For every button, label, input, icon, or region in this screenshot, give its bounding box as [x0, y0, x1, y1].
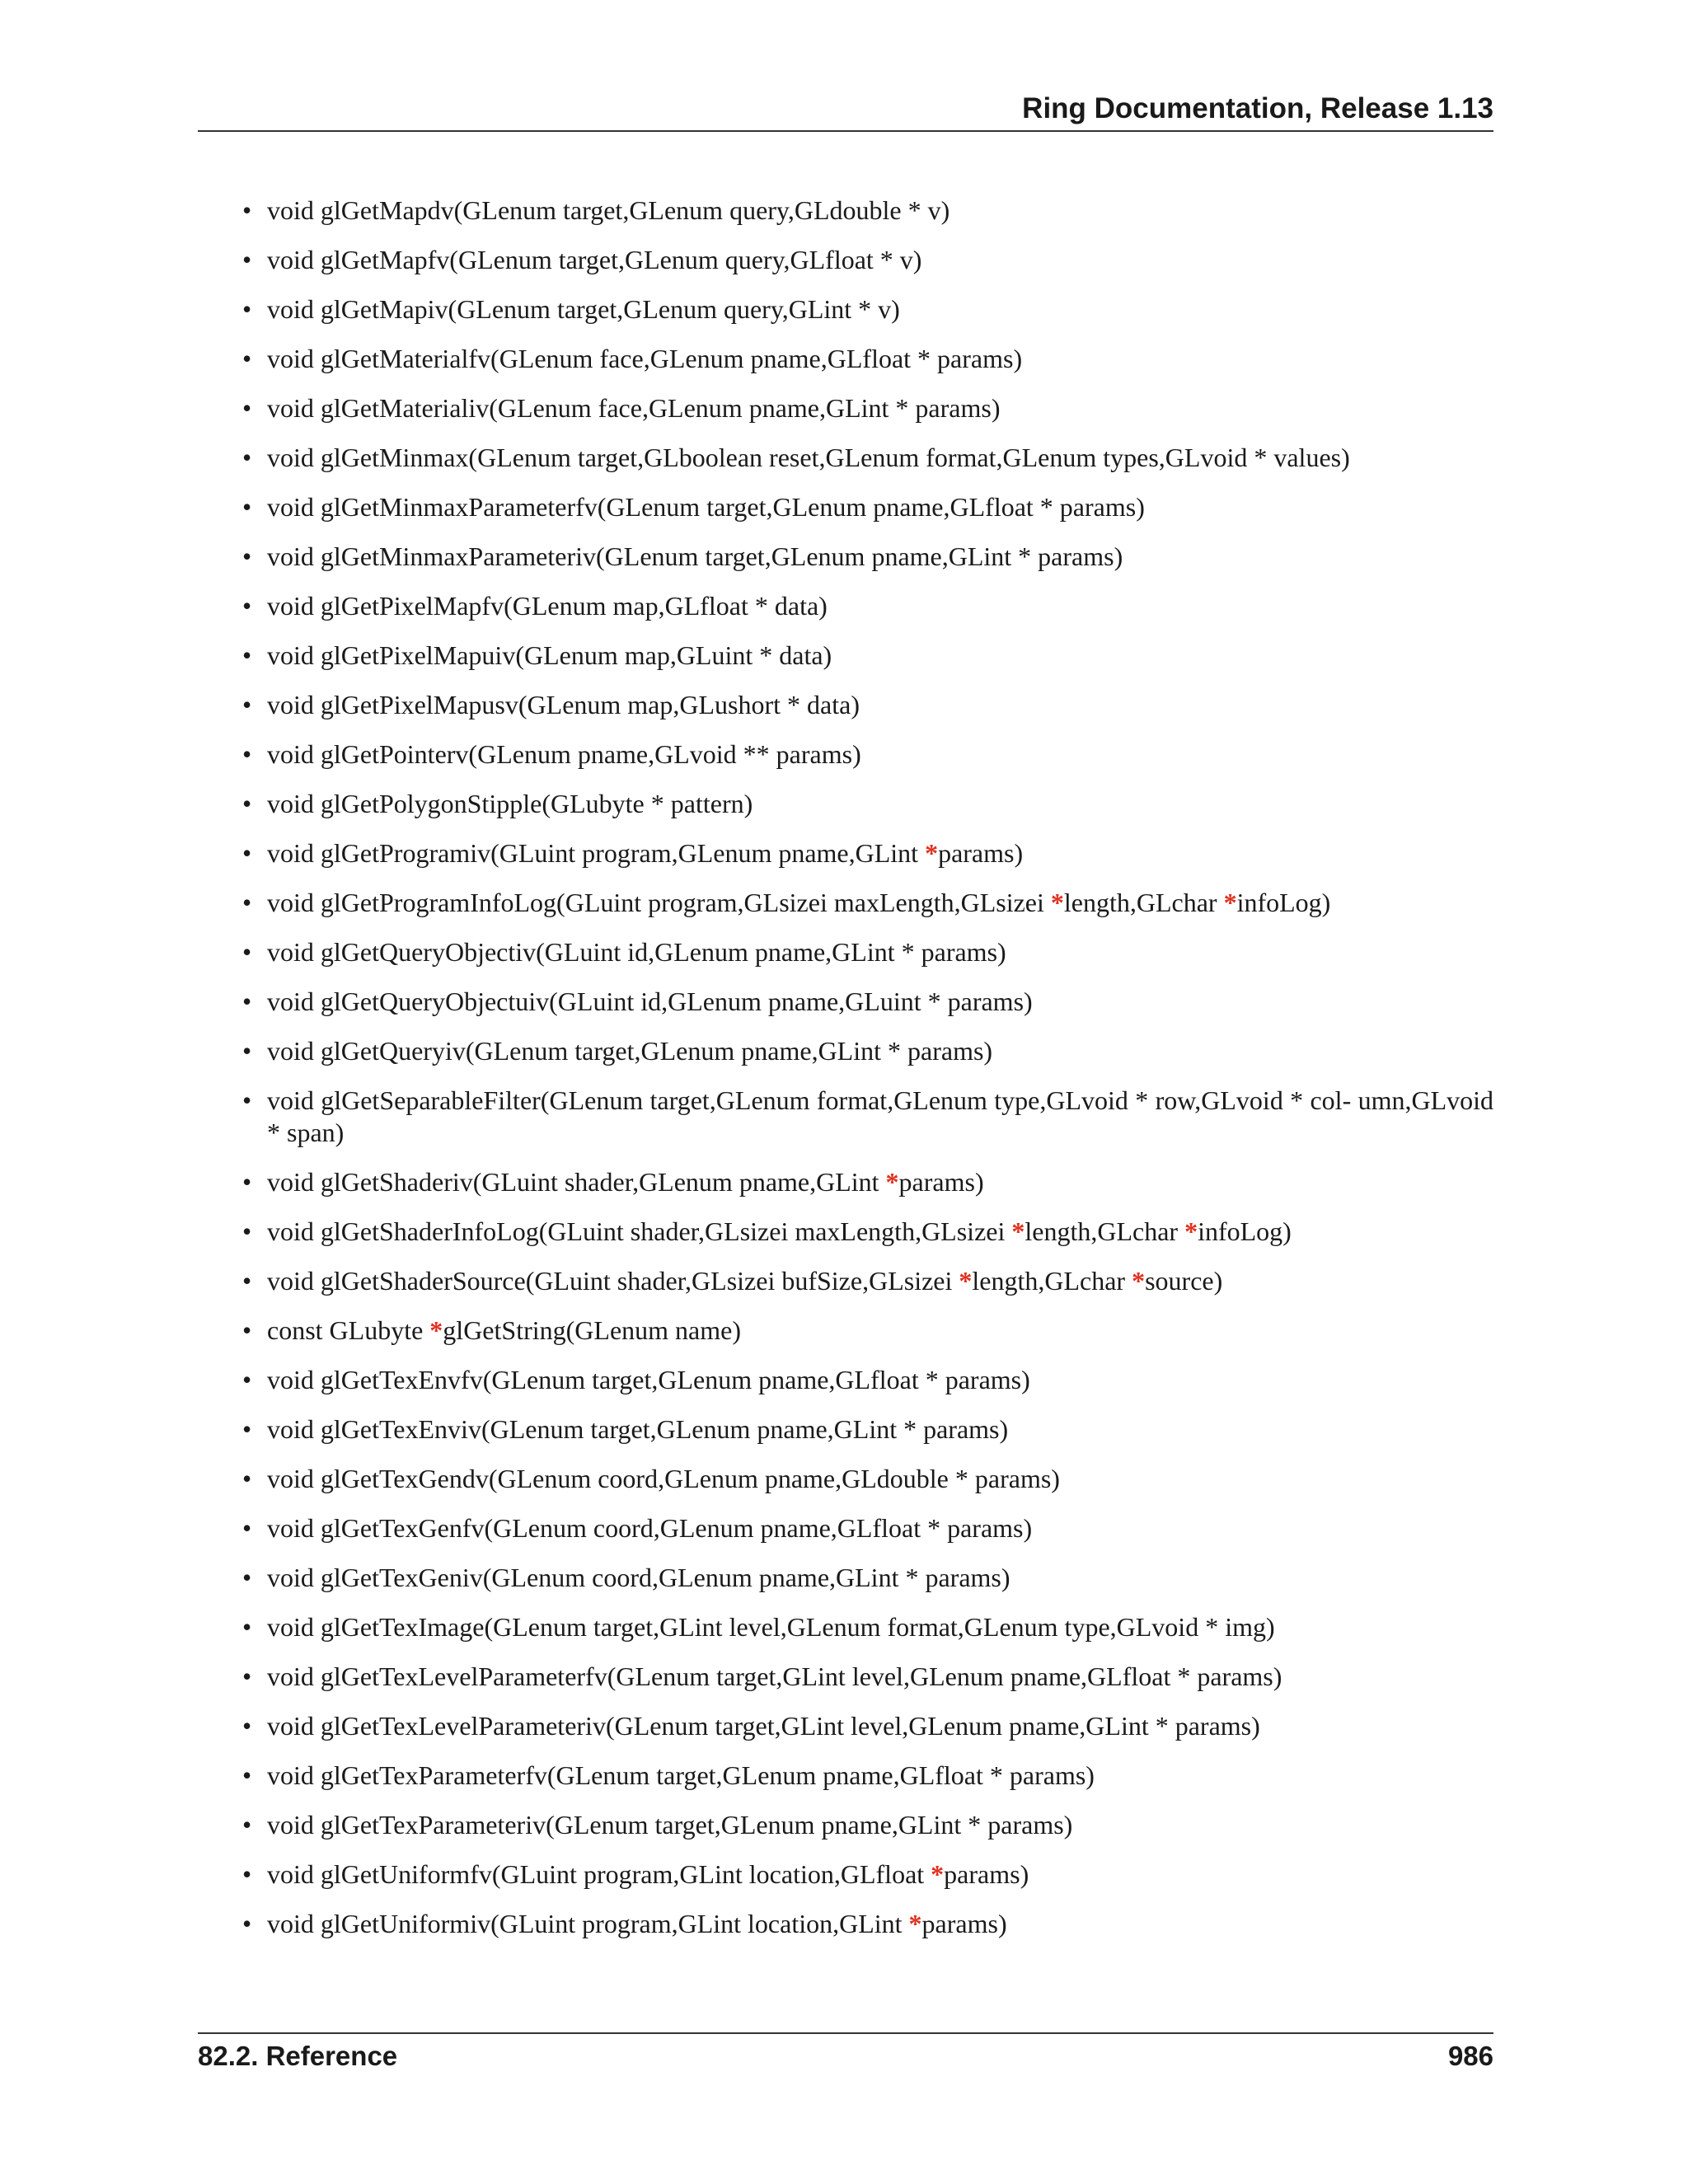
function-signature: void glGetMinmaxParameteriv(GLenum target,GLenum pname,GLint * params): [267, 541, 1123, 571]
list-item: [198, 788, 1493, 820]
bullet-icon: •: [242, 1414, 252, 1444]
function-signature: void glGetMapiv(GLenum target,GLenum query,GLint * v): [267, 294, 900, 324]
pointer-asterisk: *: [931, 1859, 945, 1889]
function-signature: void glGetQueryObjectiv(GLuint id,GLenum pname,GLint * params): [267, 937, 1006, 967]
bullet-icon: •: [242, 541, 252, 571]
function-signature: void glGetTexLevelParameterfv(GLenum target,GLint level,GLenum pname,GLfloat * params): [267, 1661, 1282, 1691]
list-item: [198, 1562, 1493, 1594]
function-signature: void glGetMinmax(GLenum target,GLboolean reset,GLenum format,GLenum types,GLvoid * values): [267, 443, 1350, 472]
list-item: [198, 936, 1493, 968]
list-item: [198, 343, 1493, 375]
function-signature: void glGetPolygonStipple(GLubyte * pattern): [267, 789, 753, 818]
function-signature: void glGetShaderSource(GLuint shader,GLsizei bufSize,GLsizei *length,GLchar *source): [267, 1266, 1223, 1296]
footer-section-label: 82.2. Reference: [198, 2041, 398, 2071]
function-signature: void glGetProgramiv(GLuint program,GLenum pname,GLint *params): [267, 838, 1024, 868]
bullet-icon: •: [242, 294, 252, 324]
list-item: [198, 293, 1493, 326]
bullet-icon: •: [242, 195, 252, 225]
list-item: [198, 1166, 1493, 1198]
bullet-icon: •: [242, 838, 252, 868]
function-signature: void glGetTexImage(GLenum target,GLint level,GLenum format,GLenum type,GLvoid * img): [267, 1612, 1275, 1642]
function-signature: void glGetTexEnvfv(GLenum target,GLenum pname,GLfloat * params): [267, 1365, 1030, 1394]
list-item: [198, 640, 1493, 672]
bullet-icon: •: [242, 1760, 252, 1790]
list-item: [198, 1809, 1493, 1841]
function-signature: void glGetMaterialiv(GLenum face,GLenum pname,GLint * params): [267, 393, 1001, 423]
bullet-icon: •: [242, 739, 252, 769]
page-footer: [198, 2032, 1493, 2082]
list-item: [198, 1710, 1493, 1742]
bullet-icon: •: [242, 1167, 252, 1197]
list-item: [198, 491, 1493, 523]
list-item: [198, 1216, 1493, 1248]
function-signature: void glGetShaderInfoLog(GLuint shader,GLsizei maxLength,GLsizei *length,GLchar *infoLog): [267, 1216, 1292, 1246]
function-signature: void glGetTexGendv(GLenum coord,GLenum pname,GLdouble * params): [267, 1464, 1060, 1493]
function-signature: void glGetQueryiv(GLenum target,GLenum pname,GLint * params): [267, 1036, 993, 1066]
pointer-asterisk: *: [959, 1266, 973, 1296]
bullet-icon: •: [242, 1661, 252, 1691]
list-item: [198, 1611, 1493, 1643]
bullet-icon: •: [242, 1315, 252, 1345]
function-signature: void glGetQueryObjectuiv(GLuint id,GLenum pname,GLuint * params): [267, 987, 1033, 1016]
bullet-icon: •: [242, 1216, 252, 1246]
pointer-asterisk: *: [885, 1167, 899, 1197]
function-signature: void glGetShaderiv(GLuint shader,GLenum pname,GLint *params): [267, 1167, 984, 1197]
list-item: [198, 689, 1493, 721]
list-item: [198, 1413, 1493, 1446]
list-item: [198, 392, 1493, 424]
pointer-asterisk: *: [1184, 1216, 1198, 1246]
bullet-icon: •: [242, 1859, 252, 1889]
function-signature: void glGetPointerv(GLenum pname,GLvoid ** params): [267, 739, 861, 769]
main-content: [198, 194, 1493, 1957]
list-item: [198, 1364, 1493, 1396]
list-item: [198, 1315, 1493, 1347]
bullet-icon: •: [242, 245, 252, 274]
bullet-icon: •: [242, 492, 252, 522]
api-function-list: [198, 194, 1493, 1940]
list-item: [198, 244, 1493, 276]
bullet-icon: •: [242, 1266, 252, 1296]
pointer-asterisk: *: [908, 1909, 922, 1938]
list-item: [198, 1661, 1493, 1693]
list-item: [198, 986, 1493, 1018]
bullet-icon: •: [242, 1036, 252, 1066]
list-item: [198, 590, 1493, 622]
bullet-icon: •: [242, 591, 252, 621]
list-item: [198, 837, 1493, 869]
function-signature: void glGetProgramInfoLog(GLuint program,GLsizei maxLength,GLsizei *length,GLchar *infoLog): [267, 888, 1331, 917]
function-signature: void glGetTexParameterfv(GLenum target,GLenum pname,GLfloat * params): [267, 1760, 1095, 1790]
list-item: [198, 541, 1493, 573]
function-signature: void glGetMapfv(GLenum target,GLenum query,GLfloat * v): [267, 245, 922, 274]
bullet-icon: •: [242, 393, 252, 423]
function-signature: void glGetUniformiv(GLuint program,GLint location,GLint *params): [267, 1909, 1007, 1938]
function-signature: void glGetMapdv(GLenum target,GLenum query,GLdouble * v): [267, 195, 950, 225]
bullet-icon: •: [242, 1612, 252, 1642]
bullet-icon: •: [242, 640, 252, 670]
list-item: [198, 738, 1493, 771]
pointer-asterisk: *: [925, 838, 939, 868]
function-signature: void glGetTexGenfv(GLenum coord,GLenum pname,GLfloat * params): [267, 1513, 1033, 1543]
list-item: [198, 1760, 1493, 1792]
bullet-icon: •: [242, 690, 252, 719]
function-signature: void glGetPixelMapuiv(GLenum map,GLuint * data): [267, 640, 832, 670]
function-signature: void glGetTexLevelParameteriv(GLenum target,GLint level,GLenum pname,GLint * params): [267, 1711, 1260, 1741]
page-header: [198, 89, 1493, 132]
bullet-icon: •: [242, 888, 252, 917]
function-signature: const GLubyte *glGetString(GLenum name): [267, 1315, 741, 1345]
list-item: [198, 1463, 1493, 1495]
function-signature: void glGetMaterialfv(GLenum face,GLenum pname,GLfloat * params): [267, 344, 1023, 373]
function-signature: void glGetTexEnviv(GLenum target,GLenum pname,GLint * params): [267, 1414, 1009, 1444]
pointer-asterisk: *: [1011, 1216, 1025, 1246]
pointer-asterisk: *: [1223, 888, 1237, 917]
bullet-icon: •: [242, 789, 252, 818]
function-signature: void glGetPixelMapusv(GLenum map,GLushort * data): [267, 690, 860, 719]
bullet-icon: •: [242, 1085, 252, 1115]
document-title: Ring Documentation, Release 1.13: [1022, 92, 1493, 124]
list-item: [198, 1908, 1493, 1940]
list-item: [198, 1858, 1493, 1891]
function-signature: void glGetMinmaxParameterfv(GLenum target,GLenum pname,GLfloat * params): [267, 492, 1145, 522]
bullet-icon: •: [242, 1563, 252, 1592]
function-signature: void glGetSeparableFilter(GLenum target,GLenum format,GLenum type,GLvoid * row,GLvoid * col- umn,GLvoid * span): [267, 1085, 1493, 1147]
list-item: [198, 1512, 1493, 1544]
function-signature: void glGetTexGeniv(GLenum coord,GLenum pname,GLint * params): [267, 1563, 1010, 1592]
pointer-asterisk: *: [1132, 1266, 1146, 1296]
function-signature: void glGetPixelMapfv(GLenum map,GLfloat * data): [267, 591, 828, 621]
list-item: [198, 194, 1493, 227]
bullet-icon: •: [242, 344, 252, 373]
bullet-icon: •: [242, 1909, 252, 1938]
bullet-icon: •: [242, 1513, 252, 1543]
bullet-icon: •: [242, 987, 252, 1016]
bullet-icon: •: [242, 1464, 252, 1493]
bullet-icon: •: [242, 1810, 252, 1840]
list-item: [198, 1035, 1493, 1067]
function-signature: void glGetUniformfv(GLuint program,GLint location,GLfloat *params): [267, 1859, 1029, 1889]
bullet-icon: •: [242, 1711, 252, 1741]
bullet-icon: •: [242, 1365, 252, 1394]
pointer-asterisk: *: [1050, 888, 1064, 917]
page-number: 986: [1447, 2041, 1493, 2071]
bullet-icon: •: [242, 443, 252, 472]
bullet-icon: •: [242, 937, 252, 967]
list-item: [198, 887, 1493, 919]
list-item: [198, 442, 1493, 474]
pointer-asterisk: *: [429, 1315, 443, 1345]
list-item: [198, 1085, 1493, 1149]
function-signature: void glGetTexParameteriv(GLenum target,GLenum pname,GLint * params): [267, 1810, 1073, 1840]
list-item: [198, 1265, 1493, 1297]
